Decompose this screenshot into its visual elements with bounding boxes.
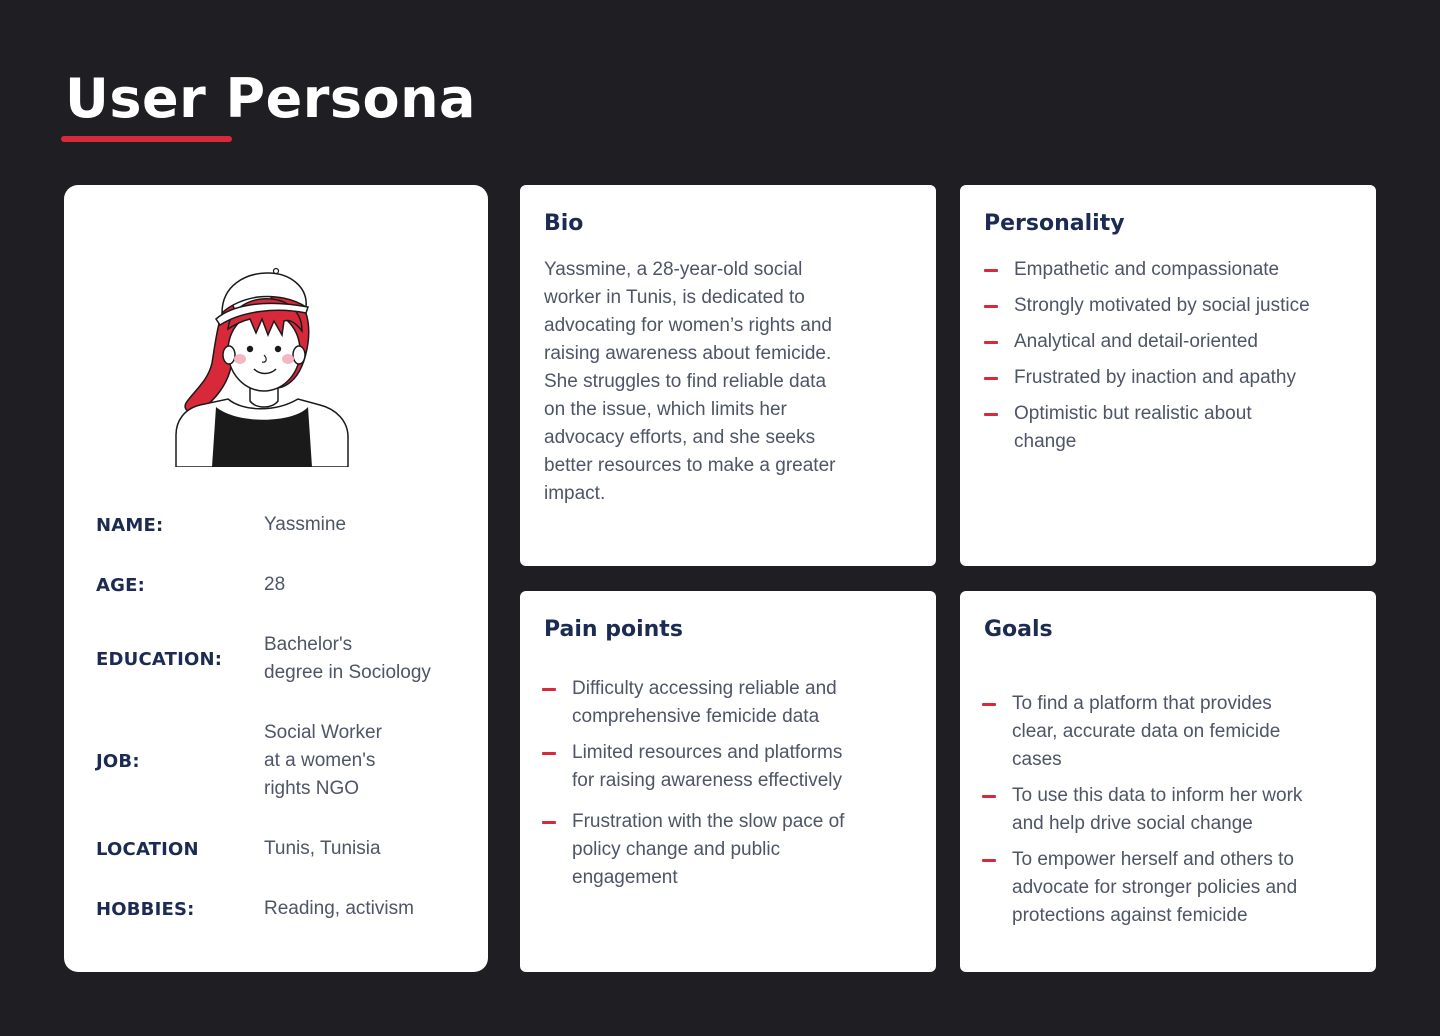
list-item-text: Limited resources and platforms [572,742,843,763]
job-value-line: Social Worker [264,722,382,743]
list-item-text: Strongly motivated by social justice [1014,295,1310,316]
profile-card [64,185,488,972]
bio-line: She struggles to find reliable data [544,371,827,392]
list-item [982,846,1362,930]
dash-icon [984,305,998,308]
title-underline [61,136,232,142]
bio-line: better resources to make a greater [544,455,836,476]
education-value-line: Bachelor's [264,634,353,655]
list-item-text: To empower herself and others to [1012,849,1294,870]
bio-line: Yassmine, a 28-year-old social [544,259,803,280]
education-value [264,631,431,687]
hobbies-value: Reading, activism [264,898,414,919]
bio-card [520,185,936,566]
page-title: User Persona [65,67,476,130]
list-item-text: cases [1012,749,1062,770]
dash-icon [982,795,996,798]
bio-line: advocacy efforts, and she seeks [544,427,816,448]
dash-icon [984,377,998,380]
list-item [542,739,912,795]
list-item-text: Frustrated by inaction and apathy [1014,367,1297,388]
list-item-text: for raising awareness effectively [572,770,842,791]
name-label: NAME: [96,515,164,536]
list-item-text: advocate for stronger policies and [1012,877,1298,898]
pain-points-list [542,675,912,900]
dash-icon [982,703,996,706]
list-item-text: protections against femicide [1012,905,1248,926]
job-label: JOB: [96,751,140,772]
bio-line: advocating for women’s rights and [544,315,832,336]
location-label: LOCATION [96,839,199,860]
list-item-text: policy change and public [572,839,781,860]
personality-title: Personality [984,211,1125,236]
dash-icon [982,859,996,862]
location-value: Tunis, Tunisia [264,838,381,859]
list-item-text: Empathetic and compassionate [1014,259,1280,280]
dash-icon [542,821,556,824]
education-label: EDUCATION: [96,649,223,670]
list-item [984,328,1354,356]
list-item-text: Optimistic but realistic about [1014,403,1252,424]
list-item-text: change [1014,431,1077,452]
avatar [172,263,356,467]
bio-line: impact. [544,483,606,504]
personality-card [960,185,1376,566]
list-item [982,690,1362,774]
bio-text [544,256,904,508]
list-item-text: Analytical and detail-oriented [1014,331,1258,352]
bio-line: on the issue, which limits her [544,399,787,420]
list-item [984,292,1354,320]
list-item-text: To use this data to inform her work [1012,785,1303,806]
job-value-line: at a women's [264,750,376,771]
age-label: AGE: [96,575,145,596]
list-item [984,400,1354,456]
list-item [984,364,1354,392]
goals-title: Goals [984,617,1053,642]
education-value-line: degree in Sociology [264,662,431,683]
dash-icon [542,752,556,755]
bio-line: raising awareness about femicide. [544,343,832,364]
list-item [984,256,1354,284]
personality-list [984,256,1354,464]
pain-points-card [520,591,936,972]
dash-icon [542,688,556,691]
dash-icon [984,269,998,272]
hobbies-label: HOBBIES: [96,899,195,920]
list-item-text: clear, accurate data on femicide [1012,721,1281,742]
goals-card [960,591,1376,972]
age-value: 28 [264,574,286,595]
job-value [264,719,382,803]
pain-points-title: Pain points [544,617,683,642]
list-item-text: and help drive social change [1012,813,1253,834]
list-item [542,675,912,731]
bio-line: worker in Tunis, is dedicated to [544,287,805,308]
name-value: Yassmine [264,514,347,535]
list-item-text: engagement [572,867,678,888]
list-item-text: Frustration with the slow pace of [572,811,845,832]
list-item [982,782,1362,838]
list-item-text: To find a platform that provides [1012,693,1272,714]
list-item-text: comprehensive femicide data [572,706,820,727]
bio-title: Bio [544,211,584,236]
job-value-line: rights NGO [264,778,360,799]
list-item [542,808,912,892]
dash-icon [984,413,998,416]
goals-list [982,690,1362,938]
dash-icon [984,341,998,344]
list-item-text: Difficulty accessing reliable and [572,678,837,699]
